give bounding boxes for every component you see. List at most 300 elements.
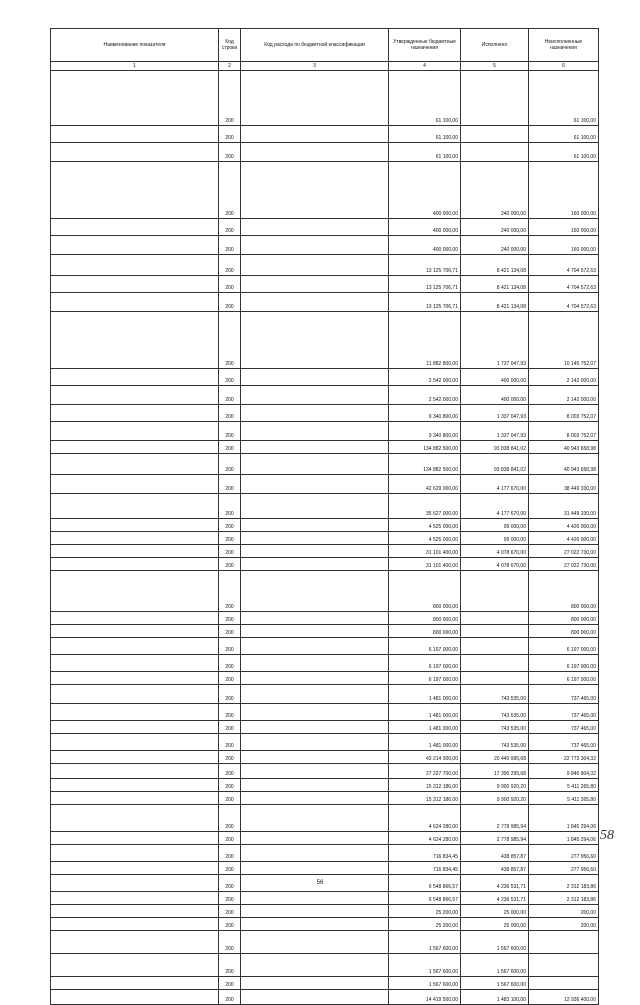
table-row [51, 386, 599, 405]
cell-unexecuted: 2 142 000,00 [529, 386, 599, 405]
cell-approved: 716 834,45 [389, 845, 461, 862]
table-row [51, 519, 599, 532]
table-row [51, 704, 599, 721]
cell-kbk [241, 236, 389, 255]
cell-name [51, 405, 219, 422]
cell-name [51, 71, 219, 126]
cell-line: 200 [219, 672, 241, 685]
cell-line: 200 [219, 931, 241, 954]
cell-unexecuted: 8 003 752,07 [529, 422, 599, 441]
cell-name [51, 571, 219, 612]
table-row [51, 312, 599, 369]
cell-line: 200 [219, 685, 241, 704]
table-row [51, 494, 599, 519]
cell-name [51, 845, 219, 862]
cell-kbk [241, 532, 389, 545]
cell-approved: 9 340 800,00 [389, 422, 461, 441]
cell-approved: 13 125 706,71 [389, 293, 461, 312]
cell-kbk [241, 571, 389, 612]
cell-approved: 1 481 000,00 [389, 734, 461, 751]
handwritten-page-mark: 58 [600, 828, 614, 843]
table-row [51, 792, 599, 805]
cell-name [51, 558, 219, 571]
cell-approved: 1 567 600,00 [389, 931, 461, 954]
cell-executed [461, 571, 529, 612]
cell-executed: 1 567 600,00 [461, 931, 529, 954]
header-name: Наименование показателя [51, 29, 219, 62]
table-row [51, 805, 599, 832]
table-row [51, 162, 599, 219]
cell-name [51, 751, 219, 764]
cell-line: 200 [219, 977, 241, 990]
cell-name [51, 143, 219, 162]
cell-kbk [241, 685, 389, 704]
table-row [51, 625, 599, 638]
cell-executed [461, 625, 529, 638]
cell-name [51, 255, 219, 276]
cell-kbk [241, 862, 389, 875]
table-row [51, 475, 599, 494]
cell-line: 200 [219, 704, 241, 721]
table-row [51, 571, 599, 612]
cell-line: 200 [219, 143, 241, 162]
numbering-row [51, 62, 599, 71]
table-row [51, 954, 599, 977]
cell-line: 200 [219, 638, 241, 655]
cell-line: 200 [219, 805, 241, 832]
cell-name [51, 441, 219, 454]
cell-name [51, 672, 219, 685]
cell-line: 200 [219, 625, 241, 638]
cell-line: 200 [219, 905, 241, 918]
cell-unexecuted: 61 100,00 [529, 143, 599, 162]
cell-unexecuted: 800 000,00 [529, 625, 599, 638]
cell-name [51, 219, 219, 236]
cell-approved: 11 882 800,00 [389, 312, 461, 369]
cell-unexecuted: 4 426 000,00 [529, 519, 599, 532]
cell-name [51, 862, 219, 875]
table-row [51, 990, 599, 1005]
cell-line: 200 [219, 293, 241, 312]
table-row [51, 545, 599, 558]
cell-unexecuted: 1 845 294,06 [529, 832, 599, 845]
cell-line: 200 [219, 236, 241, 255]
budget-table [50, 28, 599, 1005]
cell-kbk [241, 892, 389, 905]
table-row [51, 441, 599, 454]
cell-kbk [241, 494, 389, 519]
cell-name [51, 905, 219, 918]
cell-executed [461, 126, 529, 143]
cell-unexecuted: 277 956,60 [529, 862, 599, 875]
cell-executed: 99 000,00 [461, 532, 529, 545]
cell-line: 200 [219, 845, 241, 862]
table-row [51, 977, 599, 990]
col-number: 4 [389, 62, 461, 71]
cell-executed: 240 000,00 [461, 162, 529, 219]
cell-kbk [241, 805, 389, 832]
cell-executed [461, 655, 529, 672]
cell-line: 200 [219, 532, 241, 545]
cell-approved: 134 882 500,00 [389, 441, 461, 454]
table-row [51, 454, 599, 475]
cell-unexecuted [529, 954, 599, 977]
cell-approved: 6 548 866,57 [389, 875, 461, 892]
cell-unexecuted: 4 704 572,63 [529, 255, 599, 276]
cell-line: 200 [219, 162, 241, 219]
table-row [51, 369, 599, 386]
cell-name [51, 422, 219, 441]
cell-kbk [241, 558, 389, 571]
cell-executed [461, 612, 529, 625]
table-row [51, 779, 599, 792]
cell-executed: 4 078 670,00 [461, 545, 529, 558]
report-page [50, 28, 598, 1005]
cell-kbk [241, 672, 389, 685]
cell-executed: 4 078 670,00 [461, 558, 529, 571]
table-row [51, 612, 599, 625]
cell-unexecuted: 5 411 265,80 [529, 779, 599, 792]
cell-approved: 35 627 000,00 [389, 494, 461, 519]
cell-kbk [241, 293, 389, 312]
col-number: 3 [241, 62, 389, 71]
cell-name [51, 519, 219, 532]
cell-unexecuted: 61 100,00 [529, 126, 599, 143]
cell-kbk [241, 454, 389, 475]
cell-approved: 2 542 000,00 [389, 386, 461, 405]
cell-approved: 6 197 000,00 [389, 638, 461, 655]
cell-line: 200 [219, 918, 241, 931]
cell-unexecuted: 9 846 904,32 [529, 764, 599, 779]
cell-approved: 15 312 186,00 [389, 779, 461, 792]
cell-executed: 438 857,87 [461, 845, 529, 862]
cell-unexecuted [529, 931, 599, 954]
cell-unexecuted: 6 197 000,00 [529, 655, 599, 672]
table-row [51, 126, 599, 143]
cell-kbk [241, 832, 389, 845]
cell-name [51, 721, 219, 734]
col-number: 2 [219, 62, 241, 71]
cell-executed: 1 737 047,93 [461, 312, 529, 369]
cell-executed: 400 000,00 [461, 369, 529, 386]
cell-name [51, 977, 219, 990]
table-row [51, 751, 599, 764]
cell-kbk [241, 441, 389, 454]
cell-name [51, 162, 219, 219]
cell-unexecuted: 277 956,60 [529, 845, 599, 862]
cell-approved: 15 312 186,00 [389, 792, 461, 805]
table-row [51, 918, 599, 931]
cell-approved: 25 200,00 [389, 905, 461, 918]
table-body [51, 71, 599, 1005]
cell-executed: 2 778 985,94 [461, 805, 529, 832]
cell-line: 200 [219, 475, 241, 494]
cell-line: 200 [219, 892, 241, 905]
cell-executed: 1 567 600,00 [461, 954, 529, 977]
cell-name [51, 734, 219, 751]
cell-unexecuted: 200,00 [529, 918, 599, 931]
cell-executed: 743 535,00 [461, 721, 529, 734]
cell-approved: 400 000,00 [389, 162, 461, 219]
table-row [51, 532, 599, 545]
table-row [51, 931, 599, 954]
cell-executed: 25 000,00 [461, 918, 529, 931]
cell-kbk [241, 721, 389, 734]
cell-approved: 9 340 800,00 [389, 405, 461, 422]
cell-unexecuted: 4 704 572,63 [529, 293, 599, 312]
cell-name [51, 494, 219, 519]
cell-approved: 6 197 000,00 [389, 655, 461, 672]
cell-kbk [241, 792, 389, 805]
cell-unexecuted: 160 000,00 [529, 162, 599, 219]
cell-executed: 743 535,00 [461, 704, 529, 721]
cell-approved: 800 000,00 [389, 625, 461, 638]
cell-approved: 4 525 000,00 [389, 532, 461, 545]
cell-line: 200 [219, 571, 241, 612]
cell-unexecuted: 160 000,00 [529, 219, 599, 236]
cell-unexecuted: 737 465,00 [529, 685, 599, 704]
cell-approved: 1 481 000,00 [389, 685, 461, 704]
cell-approved: 13 125 706,71 [389, 255, 461, 276]
cell-kbk [241, 143, 389, 162]
cell-kbk [241, 162, 389, 219]
cell-executed: 1 337 047,93 [461, 405, 529, 422]
cell-name [51, 475, 219, 494]
cell-line: 200 [219, 558, 241, 571]
cell-executed: 9 900 920,20 [461, 779, 529, 792]
table-row [51, 892, 599, 905]
cell-approved: 1 481 000,00 [389, 704, 461, 721]
cell-line: 200 [219, 219, 241, 236]
cell-approved: 31 101 400,00 [389, 545, 461, 558]
table-row [51, 422, 599, 441]
cell-unexecuted: 27 022 730,00 [529, 558, 599, 571]
cell-name [51, 892, 219, 905]
header-executed: Исполнено [461, 29, 529, 62]
cell-executed: 99 000,00 [461, 519, 529, 532]
header-kbk: Код расхода по бюджетной классификации [241, 29, 389, 62]
cell-line: 200 [219, 312, 241, 369]
cell-line: 200 [219, 612, 241, 625]
cell-name [51, 612, 219, 625]
cell-line: 200 [219, 832, 241, 845]
cell-name [51, 779, 219, 792]
cell-kbk [241, 734, 389, 751]
cell-kbk [241, 638, 389, 655]
cell-kbk [241, 751, 389, 764]
cell-kbk [241, 918, 389, 931]
cell-executed: 2 778 985,94 [461, 832, 529, 845]
cell-name [51, 704, 219, 721]
cell-kbk [241, 977, 389, 990]
cell-unexecuted: 31 449 330,00 [529, 494, 599, 519]
cell-unexecuted: 737 465,00 [529, 721, 599, 734]
cell-executed: 743 535,00 [461, 734, 529, 751]
cell-approved: 400 000,00 [389, 236, 461, 255]
cell-unexecuted: 800 000,00 [529, 612, 599, 625]
cell-unexecuted: 2 312 183,86 [529, 875, 599, 892]
page-number: 56 [316, 880, 324, 886]
cell-approved: 61 100,00 [389, 143, 461, 162]
cell-name [51, 655, 219, 672]
cell-executed [461, 143, 529, 162]
table-row [51, 905, 599, 918]
table-row [51, 293, 599, 312]
cell-line: 200 [219, 545, 241, 558]
table-row [51, 721, 599, 734]
cell-approved: 4 624 280,00 [389, 832, 461, 845]
cell-name [51, 990, 219, 1005]
cell-line: 200 [219, 792, 241, 805]
table-row [51, 143, 599, 162]
col-number: 6 [529, 62, 599, 71]
cell-kbk [241, 255, 389, 276]
cell-unexecuted: 160 000,00 [529, 236, 599, 255]
cell-kbk [241, 126, 389, 143]
cell-line: 200 [219, 764, 241, 779]
cell-kbk [241, 475, 389, 494]
cell-unexecuted: 10 145 752,07 [529, 312, 599, 369]
cell-name [51, 792, 219, 805]
cell-line: 200 [219, 276, 241, 293]
cell-approved: 4 525 000,00 [389, 519, 461, 532]
cell-name [51, 236, 219, 255]
table-row [51, 276, 599, 293]
table-row [51, 672, 599, 685]
cell-executed: 4 236 531,71 [461, 875, 529, 892]
cell-approved: 25 200,00 [389, 918, 461, 931]
cell-unexecuted: 40 943 658,98 [529, 441, 599, 454]
cell-line: 200 [219, 255, 241, 276]
cell-unexecuted: 4 704 572,63 [529, 276, 599, 293]
cell-approved: 134 882 500,00 [389, 454, 461, 475]
cell-approved: 6 197 000,00 [389, 672, 461, 685]
cell-executed: 8 421 134,08 [461, 293, 529, 312]
cell-unexecuted: 40 943 658,98 [529, 454, 599, 475]
cell-name [51, 532, 219, 545]
cell-approved: 14 419 500,00 [389, 990, 461, 1005]
cell-line: 200 [219, 369, 241, 386]
table-row [51, 685, 599, 704]
cell-line: 200 [219, 954, 241, 977]
cell-kbk [241, 954, 389, 977]
cell-name [51, 638, 219, 655]
table-row [51, 832, 599, 845]
cell-approved: 800 000,00 [389, 571, 461, 612]
table-row [51, 638, 599, 655]
cell-executed: 400 000,00 [461, 386, 529, 405]
cell-approved: 1 567 600,00 [389, 954, 461, 977]
header-approved: Утвержденные бюджетные назначения [389, 29, 461, 62]
table-row [51, 219, 599, 236]
cell-executed [461, 71, 529, 126]
cell-unexecuted: 61 100,00 [529, 71, 599, 126]
cell-name [51, 276, 219, 293]
table-row [51, 255, 599, 276]
cell-unexecuted: 27 022 730,00 [529, 545, 599, 558]
cell-executed: 93 838 841,02 [461, 441, 529, 454]
cell-name [51, 954, 219, 977]
cell-approved: 13 125 706,71 [389, 276, 461, 293]
col-number: 1 [51, 62, 219, 71]
cell-unexecuted: 800 000,00 [529, 571, 599, 612]
cell-line: 200 [219, 454, 241, 475]
cell-executed: 1 567 600,00 [461, 977, 529, 990]
cell-kbk [241, 612, 389, 625]
cell-executed [461, 672, 529, 685]
cell-line: 200 [219, 721, 241, 734]
cell-unexecuted: 737 465,00 [529, 704, 599, 721]
cell-kbk [241, 422, 389, 441]
cell-executed: 4 177 670,00 [461, 494, 529, 519]
table-row [51, 655, 599, 672]
cell-line: 200 [219, 494, 241, 519]
cell-approved: 61 100,00 [389, 71, 461, 126]
cell-unexecuted: 1 845 294,06 [529, 805, 599, 832]
cell-name [51, 805, 219, 832]
cell-name [51, 293, 219, 312]
cell-line: 200 [219, 71, 241, 126]
cell-executed: 25 000,00 [461, 905, 529, 918]
cell-kbk [241, 990, 389, 1005]
cell-kbk [241, 704, 389, 721]
cell-approved: 716 834,45 [389, 862, 461, 875]
cell-unexecuted: 38 449 330,00 [529, 475, 599, 494]
cell-executed: 438 857,87 [461, 862, 529, 875]
cell-line: 200 [219, 405, 241, 422]
cell-line: 200 [219, 779, 241, 792]
cell-approved: 31 101 400,00 [389, 558, 461, 571]
cell-approved: 400 000,00 [389, 219, 461, 236]
cell-unexecuted: 8 003 752,07 [529, 405, 599, 422]
cell-kbk [241, 931, 389, 954]
cell-unexecuted: 2 142 000,00 [529, 369, 599, 386]
cell-name [51, 545, 219, 558]
cell-kbk [241, 779, 389, 792]
cell-kbk [241, 845, 389, 862]
cell-line: 200 [219, 126, 241, 143]
cell-approved: 61 100,00 [389, 126, 461, 143]
cell-approved: 4 624 280,00 [389, 805, 461, 832]
cell-line: 200 [219, 751, 241, 764]
cell-executed: 17 390 295,68 [461, 764, 529, 779]
cell-name [51, 126, 219, 143]
cell-line: 200 [219, 734, 241, 751]
cell-kbk [241, 905, 389, 918]
cell-kbk [241, 71, 389, 126]
table-row [51, 236, 599, 255]
cell-name [51, 764, 219, 779]
cell-line: 200 [219, 875, 241, 892]
cell-unexecuted: 2 312 183,86 [529, 892, 599, 905]
cell-line: 200 [219, 519, 241, 532]
cell-unexecuted: 12 936 400,00 [529, 990, 599, 1005]
header-unexecuted: Неисполненные назначения [529, 29, 599, 62]
cell-name [51, 832, 219, 845]
cell-name [51, 685, 219, 704]
cell-approved: 43 214 300,00 [389, 751, 461, 764]
cell-kbk [241, 625, 389, 638]
cell-approved: 2 542 000,00 [389, 369, 461, 386]
cell-line: 200 [219, 422, 241, 441]
cell-unexecuted [529, 977, 599, 990]
cell-executed: 93 838 841,02 [461, 454, 529, 475]
cell-approved: 1 481 000,00 [389, 721, 461, 734]
cell-kbk [241, 545, 389, 558]
cell-kbk [241, 764, 389, 779]
table-row [51, 71, 599, 126]
cell-name [51, 386, 219, 405]
